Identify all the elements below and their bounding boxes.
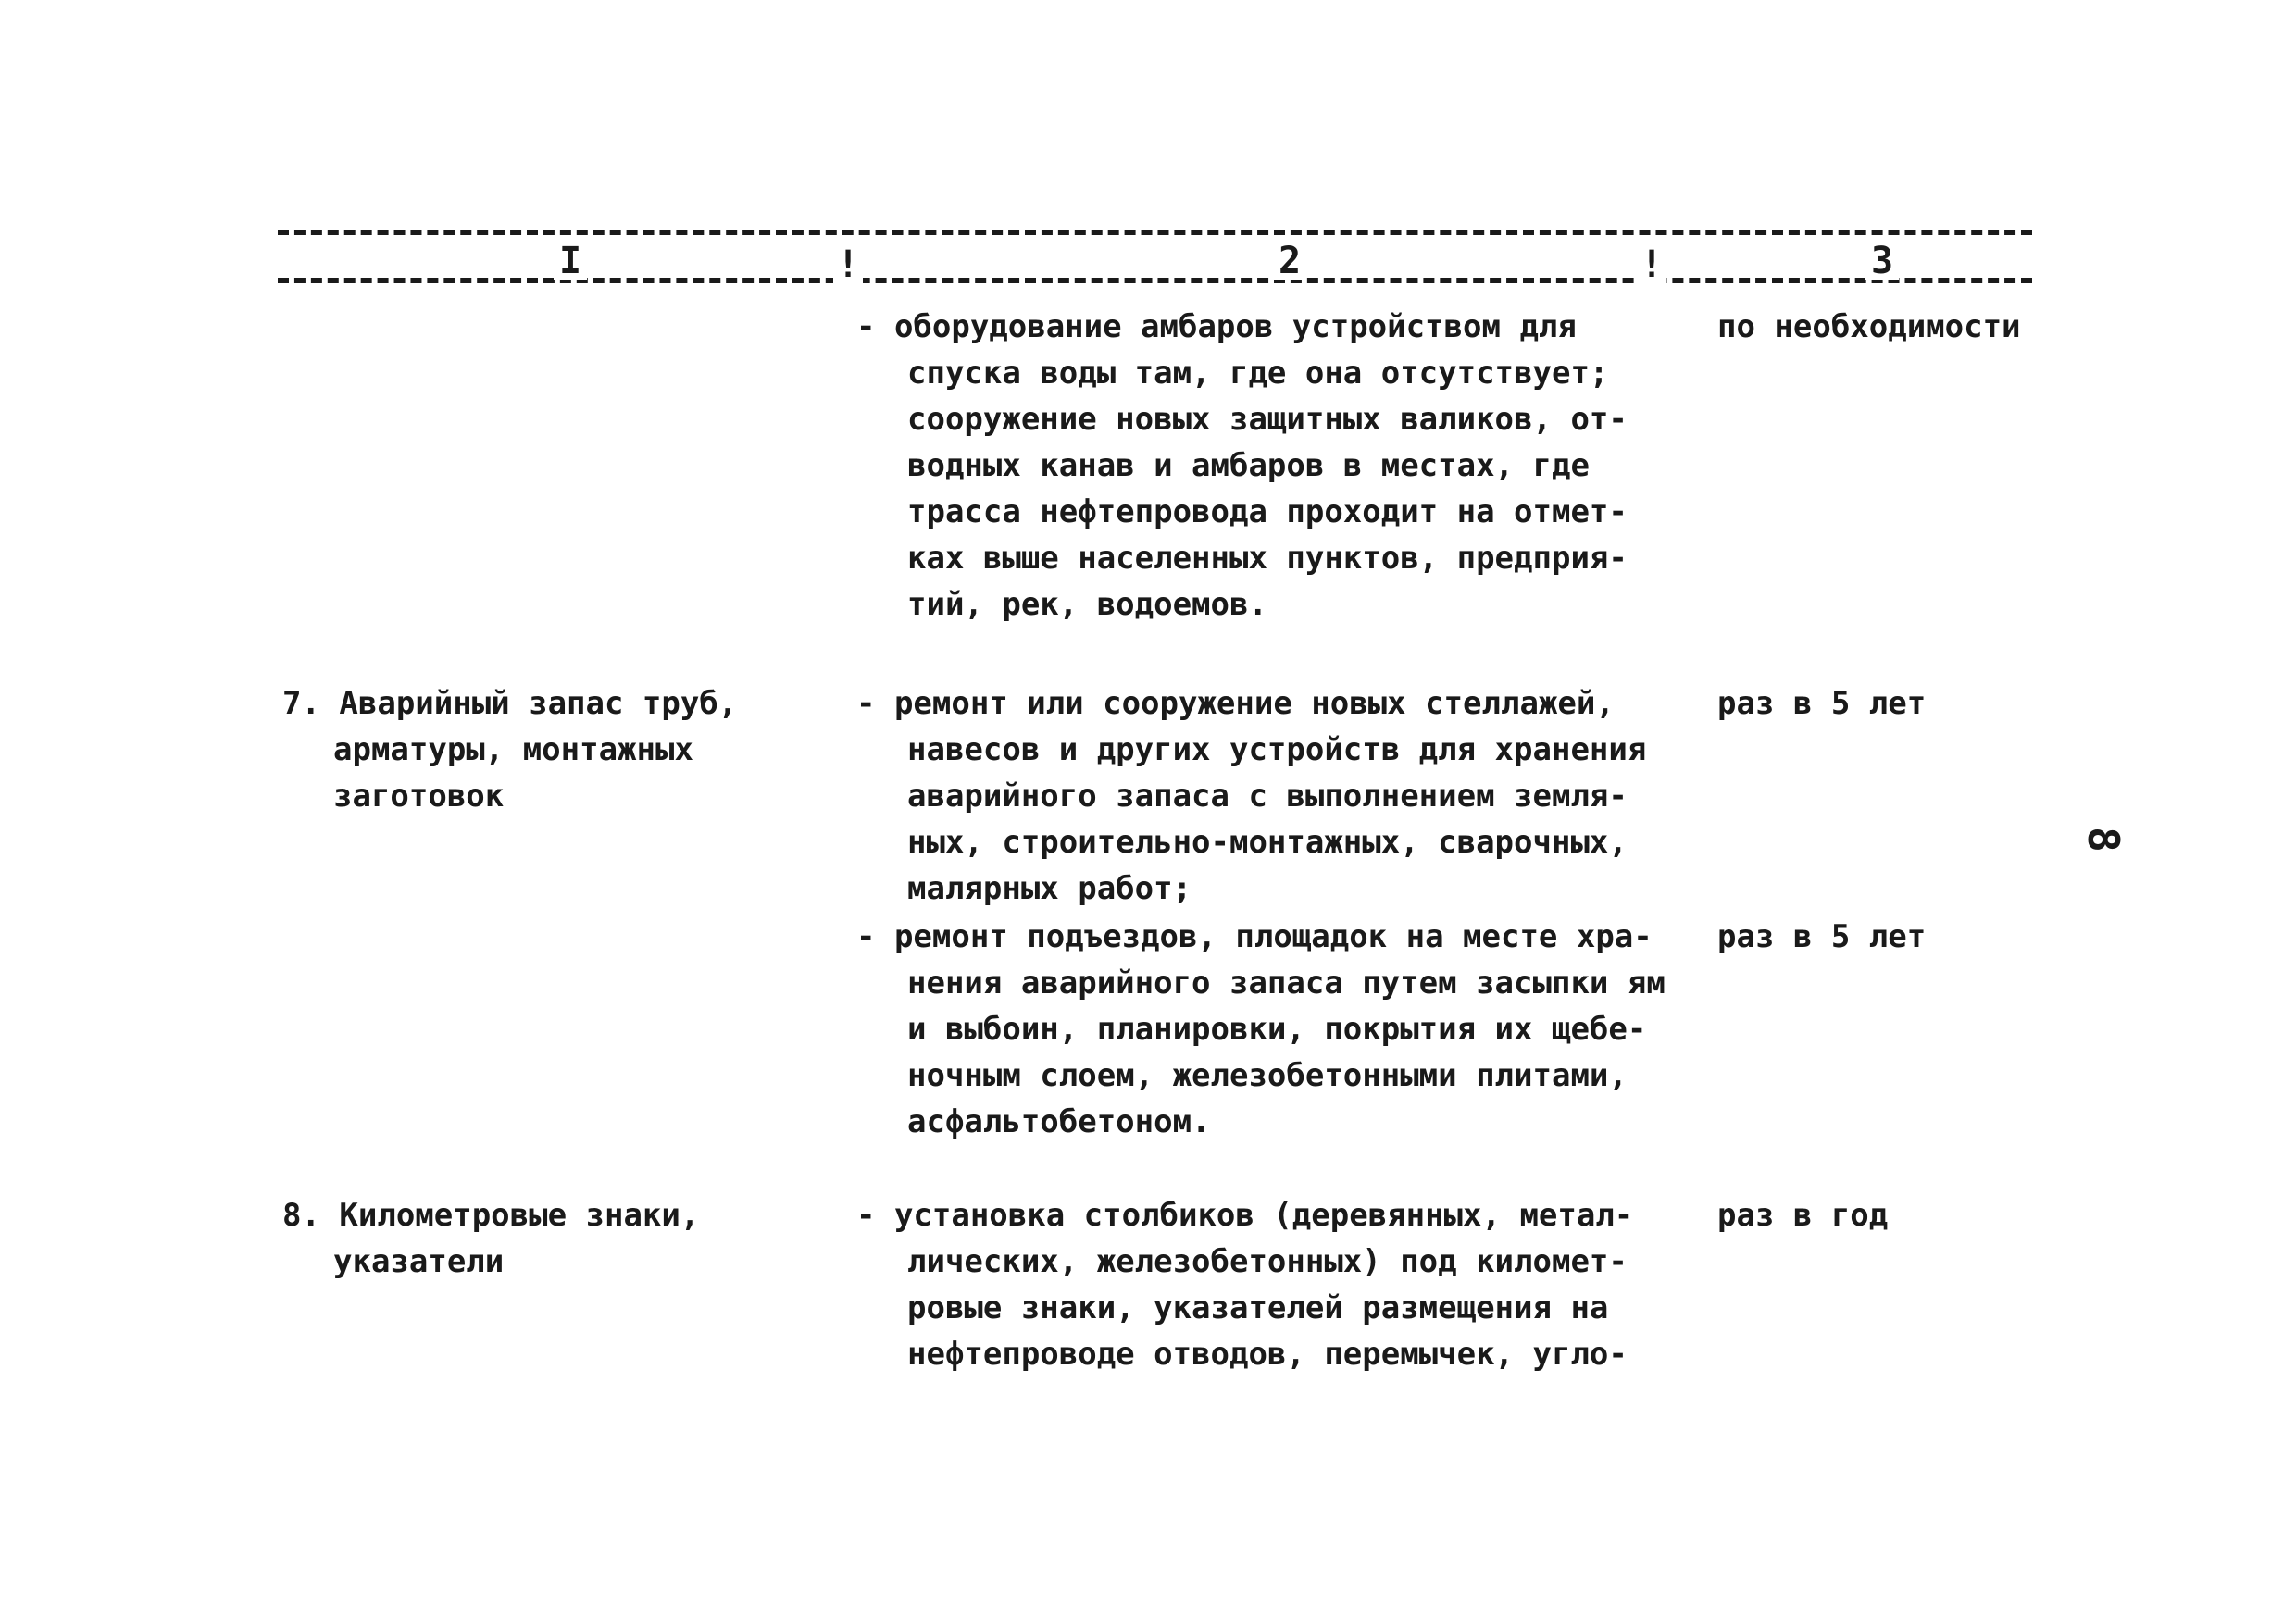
title-line: 7. Аварийный запас труб,	[282, 685, 738, 722]
row-continuation-work	[856, 304, 1628, 628]
work-line: - ремонт подъездов, площадок на месте хра-	[856, 918, 1653, 955]
item-7-period-b: раз в 5 лет	[1717, 918, 1927, 955]
work-line: ках выше населенных пунктов, предприя-	[907, 540, 1628, 577]
work-line: сооружение новых защитных валиков, от-	[907, 401, 1628, 438]
item-8-work	[856, 1192, 1633, 1377]
header-rule-top	[278, 230, 2032, 235]
column-number-3: 3	[1866, 243, 1899, 280]
work-line: аварийного запаса с выполнением земля-	[907, 778, 1628, 815]
work-line: и выбоин, планировки, покрытия их щебе-	[907, 1011, 1647, 1048]
title-line: 8. Километровые знаки,	[282, 1197, 700, 1234]
work-line: тий, рек, водоемов.	[907, 586, 1267, 623]
item-7-work-b	[856, 914, 1666, 1145]
work-line: - ремонт или сооружение новых стеллажей,	[856, 685, 1615, 722]
column-separator-1: !	[833, 246, 863, 283]
work-line: трасса нефтепровода проходит на отмет-	[907, 493, 1628, 530]
work-line: нефтепроводе отводов, перемычек, угло-	[907, 1336, 1628, 1373]
header-rule-bottom	[278, 278, 2032, 283]
work-line: спуска воды там, где она отсутствует;	[907, 355, 1609, 392]
row-continuation-period: по необходимости	[1717, 308, 2021, 345]
work-line: - оборудование амбаров устройством для	[856, 308, 1577, 345]
work-line: асфальтобетоном.	[907, 1103, 1211, 1140]
work-line: ных, строительно-монтажных, сварочных,	[907, 824, 1628, 861]
work-line: навесов и других устройств для хранения	[907, 731, 1647, 768]
work-line: нения аварийного запаса путем засыпки ям	[907, 965, 1666, 1002]
work-line: - установка столбиков (деревянных, метал-	[856, 1197, 1634, 1234]
column-separator-2: !	[1637, 246, 1666, 283]
title-line: заготовок	[333, 778, 505, 815]
item-8-title	[282, 1192, 699, 1285]
work-line: водных канав и амбаров в местах, где	[907, 447, 1590, 484]
item-7-title	[282, 680, 737, 819]
title-line: указатели	[333, 1243, 505, 1280]
item-8-period: раз в год	[1717, 1197, 1889, 1234]
title-line: арматуры, монтажных	[333, 731, 693, 768]
work-line: ночным слоем, железобетонными плитами,	[907, 1057, 1628, 1094]
column-number-2: 2	[1273, 243, 1306, 280]
column-number-1: I	[554, 243, 587, 280]
work-line: малярных работ;	[907, 870, 1192, 907]
work-line: лических, железобетонных) под километ-	[907, 1243, 1628, 1280]
item-7-period-a: раз в 5 лет	[1717, 685, 1927, 722]
item-7-work-a	[856, 680, 1646, 912]
page-number: 8	[2078, 827, 2128, 853]
work-line: ровые знаки, указателей размещения на	[907, 1289, 1609, 1326]
